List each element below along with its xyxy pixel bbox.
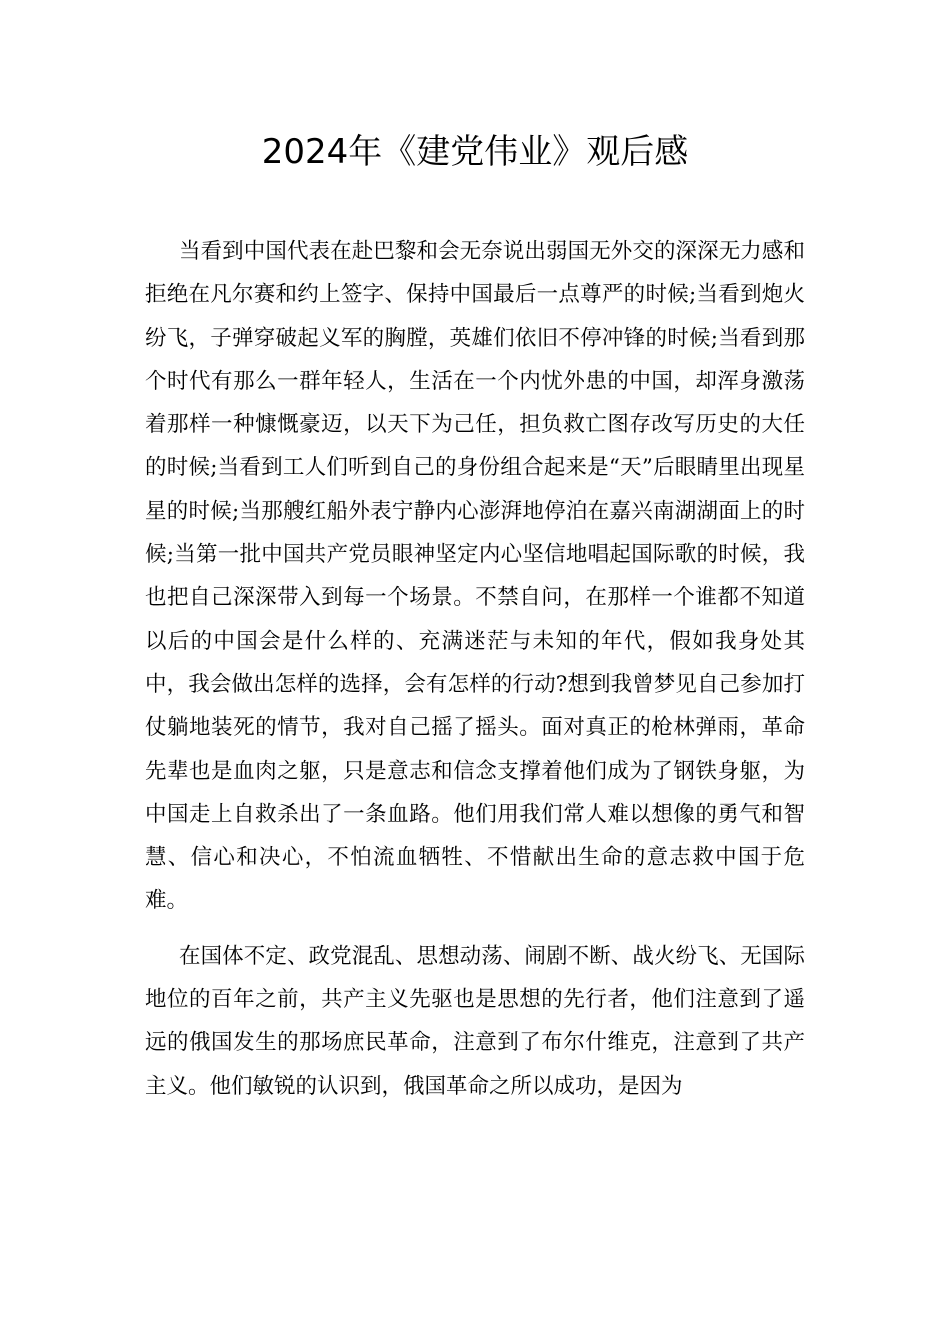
- document-title: 2024年《建党伟业》观后感: [261, 132, 689, 172]
- paragraph-1: 当看到中国代表在赴巴黎和会无奈说出弱国无外交的深深无力感和拒绝在凡尔赛和约上签字、保持中国最后一点尊严的时候;当看到炮火纷飞，子弹穿破起义军的胸膛，英雄们依旧不停冲锋的时候;当看到那个时代有那么一群年轻人，生活在一个内忧外患的中国，却浑身激荡着那样一种慷慨豪迈，以天下为己任，担负救亡图存改写历史的大任的时候;当看到工人们听到自己的身份组合起来是“天”后眼睛里出现星星的时候;当那艘红船外表宁静内心澎湃地停泊在嘉兴南湖湖面上的时候;当第一批中国共产党员眼神坚定内心坚信地唱起国际歌的时候，我也把自己深深带入到每一个场景。不禁自问，在那样一个谁都不知道以后的中国会是什么样的、充满迷茫与未知的年代，假如我身处其中，我会做出怎样的选择，会有怎样的行动?想到我曾梦见自己参加打仗躺地装死的情节，我对自己摇了摇头。面对真正的枪林弹雨，革命先辈也是血肉之躯，只是意志和信念支撑着他们成为了钢铁身躯，为中国走上自救杀出了一条血路。他们用我们常人难以想像的勇气和智慧、信心和决心，不怕流血牺牲、不惜献出生命的意志救中国于危难。: [145, 239, 805, 914]
- document-body: [145, 230, 805, 1108]
- paragraph-2: 在国体不定、政党混乱、思想动荡、闹剧不断、战火纷飞、无国际地位的百年之前，共产主义先驱也是思想的先行者，他们注意到了遥远的俄国发生的那场庶民革命，注意到了布尔什维克，注意到了共产主义。他们敏锐的认识到，俄国革命之所以成功，是因为: [145, 943, 805, 1099]
